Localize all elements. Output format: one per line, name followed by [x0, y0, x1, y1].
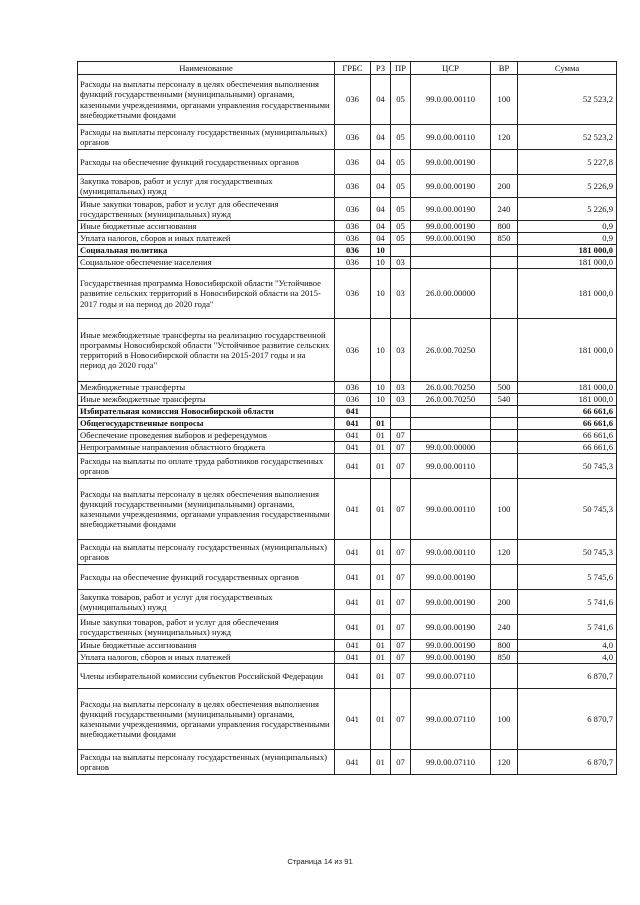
cell-name: Закупка товаров, работ и услуг для государственных (муниципальных) нужд: [78, 175, 335, 198]
cell-name: Расходы на выплаты по оплате труда работников государственных органов: [78, 454, 335, 479]
cell-name: Избирательная комиссия Новосибирской области: [78, 406, 335, 418]
table-row: [78, 198, 617, 221]
cell-vr: 200: [491, 175, 518, 198]
cell-csr: [411, 406, 491, 418]
table-row: [78, 406, 617, 418]
cell-rz: 10: [371, 382, 391, 394]
cell-rz: 01: [371, 565, 391, 590]
page-number: Страница 14 из 91: [287, 857, 353, 866]
cell-vr: 100: [491, 479, 518, 540]
cell-grbs: 036: [335, 269, 371, 319]
cell-csr: [411, 418, 491, 430]
cell-csr: 99.0.00.00190: [411, 652, 491, 664]
cell-name: Общегосударственные вопросы: [78, 418, 335, 430]
cell-sum: 50 745,3: [518, 540, 617, 565]
cell-name: Межбюджетные трансферты: [78, 382, 335, 394]
cell-vr: [491, 319, 518, 382]
header-sum: Сумма: [518, 62, 617, 75]
table-row: [78, 615, 617, 640]
cell-grbs: 041: [335, 664, 371, 689]
cell-rz: 04: [371, 175, 391, 198]
table-row: [78, 640, 617, 652]
cell-csr: 99.0.00.00190: [411, 590, 491, 615]
cell-name: Расходы на выплаты персоналу государственных (муниципальных) органов: [78, 750, 335, 775]
cell-vr: [491, 442, 518, 454]
cell-sum: 52 523,2: [518, 125, 617, 150]
cell-sum: 66 661,6: [518, 442, 617, 454]
cell-vr: [491, 257, 518, 269]
cell-rz: 10: [371, 269, 391, 319]
cell-csr: 99.0.00.00110: [411, 75, 491, 125]
cell-rz: 10: [371, 319, 391, 382]
table-row: [78, 382, 617, 394]
cell-grbs: 036: [335, 319, 371, 382]
cell-grbs: 036: [335, 221, 371, 233]
budget-table: [77, 61, 617, 775]
table-row: [78, 150, 617, 175]
cell-csr: 99.0.00.00000: [411, 442, 491, 454]
cell-csr: 99.0.00.07110: [411, 664, 491, 689]
cell-vr: 240: [491, 198, 518, 221]
cell-name: Социальное обеспечение населения: [78, 257, 335, 269]
cell-sum: 181 000,0: [518, 257, 617, 269]
cell-grbs: 036: [335, 125, 371, 150]
cell-csr: 99.0.00.00110: [411, 479, 491, 540]
cell-vr: [491, 430, 518, 442]
cell-rz: 01: [371, 479, 391, 540]
cell-grbs: 041: [335, 430, 371, 442]
cell-rz: 01: [371, 442, 391, 454]
budget-table-container: [77, 61, 616, 775]
cell-pr: 07: [391, 565, 411, 590]
cell-rz: 10: [371, 245, 391, 257]
cell-pr: 05: [391, 198, 411, 221]
cell-sum: 181 000,0: [518, 269, 617, 319]
cell-csr: 99.0.00.00190: [411, 640, 491, 652]
cell-csr: 26.0.00.00000: [411, 269, 491, 319]
cell-grbs: 041: [335, 442, 371, 454]
cell-pr: 03: [391, 319, 411, 382]
cell-name: Расходы на выплаты персоналу государственных (муниципальных) органов: [78, 540, 335, 565]
cell-vr: 100: [491, 75, 518, 125]
cell-pr: [391, 406, 411, 418]
cell-name: Закупка товаров, работ и услуг для государственных (муниципальных) нужд: [78, 590, 335, 615]
cell-pr: 05: [391, 75, 411, 125]
cell-pr: 03: [391, 382, 411, 394]
cell-csr: [411, 257, 491, 269]
cell-csr: 99.0.00.00110: [411, 454, 491, 479]
cell-pr: 03: [391, 269, 411, 319]
header-vr: ВР: [491, 62, 518, 75]
cell-csr: 99.0.00.00190: [411, 233, 491, 245]
table-row: [78, 245, 617, 257]
cell-rz: 01: [371, 689, 391, 750]
table-row: [78, 689, 617, 750]
table-row: [78, 394, 617, 406]
cell-pr: 07: [391, 540, 411, 565]
cell-grbs: 036: [335, 257, 371, 269]
cell-rz: 04: [371, 125, 391, 150]
cell-sum: 5 227,8: [518, 150, 617, 175]
cell-csr: 99.0.00.00190: [411, 175, 491, 198]
cell-rz: 04: [371, 75, 391, 125]
cell-grbs: 041: [335, 418, 371, 430]
cell-csr: 99.0.00.00190: [411, 221, 491, 233]
cell-name: Иные бюджетные ассигнования: [78, 221, 335, 233]
cell-rz: 01: [371, 418, 391, 430]
cell-vr: [491, 269, 518, 319]
table-row: [78, 257, 617, 269]
cell-vr: 800: [491, 640, 518, 652]
cell-sum: 0,9: [518, 221, 617, 233]
cell-name: Иные межбюджетные трансферты на реализацию государственной программы Новосибирской области "Устойчивое развитие сельских территорий в Новосибирской области на 2015-2017 годы и на период до 2020 года": [78, 319, 335, 382]
cell-grbs: 036: [335, 198, 371, 221]
table-row: [78, 319, 617, 382]
cell-pr: [391, 418, 411, 430]
cell-sum: 181 000,0: [518, 394, 617, 406]
cell-grbs: 036: [335, 382, 371, 394]
cell-sum: 5 741,6: [518, 615, 617, 640]
cell-rz: 01: [371, 640, 391, 652]
cell-rz: 01: [371, 615, 391, 640]
cell-csr: 99.0.00.00190: [411, 198, 491, 221]
cell-sum: 6 870,7: [518, 689, 617, 750]
cell-rz: 04: [371, 221, 391, 233]
cell-pr: 07: [391, 664, 411, 689]
cell-grbs: 036: [335, 233, 371, 245]
cell-pr: 07: [391, 479, 411, 540]
cell-grbs: 041: [335, 454, 371, 479]
cell-name: Государственная программа Новосибирской области "Устойчивое развитие сельских территорий в Новосибирской области на 2015-2017 годы и на период до 2020 года": [78, 269, 335, 319]
cell-csr: 99.0.00.00110: [411, 540, 491, 565]
cell-grbs: 041: [335, 565, 371, 590]
cell-name: Уплата налогов, сборов и иных платежей: [78, 652, 335, 664]
cell-csr: 99.0.00.00110: [411, 125, 491, 150]
table-header-row: [78, 62, 617, 75]
cell-vr: 200: [491, 590, 518, 615]
header-rz: РЗ: [371, 62, 391, 75]
cell-vr: [491, 406, 518, 418]
cell-name: Иные бюджетные ассигнования: [78, 640, 335, 652]
cell-rz: 01: [371, 750, 391, 775]
table-row: [78, 652, 617, 664]
cell-pr: 07: [391, 750, 411, 775]
cell-sum: 4,0: [518, 640, 617, 652]
cell-vr: 850: [491, 652, 518, 664]
cell-name: Расходы на выплаты персоналу государственных (муниципальных) органов: [78, 125, 335, 150]
cell-sum: 5 226,9: [518, 175, 617, 198]
table-row: [78, 454, 617, 479]
cell-sum: 66 661,6: [518, 406, 617, 418]
header-name: Наименование: [78, 62, 335, 75]
cell-name: Обеспечение проведения выборов и референдумов: [78, 430, 335, 442]
cell-sum: 6 870,7: [518, 664, 617, 689]
cell-sum: 181 000,0: [518, 319, 617, 382]
cell-csr: 99.0.00.07110: [411, 750, 491, 775]
cell-sum: 66 661,6: [518, 430, 617, 442]
cell-name: Члены избирательной комиссии субъектов Российской Федерации: [78, 664, 335, 689]
cell-sum: 181 000,0: [518, 382, 617, 394]
cell-grbs: 041: [335, 406, 371, 418]
cell-csr: [411, 430, 491, 442]
cell-pr: 07: [391, 590, 411, 615]
table-row: [78, 418, 617, 430]
cell-pr: 07: [391, 652, 411, 664]
cell-pr: 05: [391, 125, 411, 150]
cell-name: Иные закупки товаров, работ и услуг для обеспечения государственных (муниципальных) нужд: [78, 198, 335, 221]
cell-grbs: 036: [335, 150, 371, 175]
cell-sum: 4,0: [518, 652, 617, 664]
cell-name: Расходы на обеспечение функций государственных органов: [78, 150, 335, 175]
cell-name: Расходы на обеспечение функций государственных органов: [78, 565, 335, 590]
cell-pr: 07: [391, 442, 411, 454]
cell-sum: 6 870,7: [518, 750, 617, 775]
cell-sum: 50 745,3: [518, 454, 617, 479]
cell-csr: 99.0.00.00190: [411, 615, 491, 640]
cell-grbs: 041: [335, 750, 371, 775]
cell-grbs: 041: [335, 590, 371, 615]
table-row: [78, 269, 617, 319]
cell-name: Расходы на выплаты персоналу в целях обеспечения выполнения функций государственными (муниципальными) органами, казенными учреждениями, органами управления государственными внебюджетными фондами: [78, 479, 335, 540]
cell-grbs: 036: [335, 394, 371, 406]
cell-vr: [491, 664, 518, 689]
cell-rz: 01: [371, 590, 391, 615]
cell-pr: 03: [391, 394, 411, 406]
cell-grbs: 041: [335, 615, 371, 640]
table-row: [78, 565, 617, 590]
cell-sum: 5 745,6: [518, 565, 617, 590]
cell-sum: 50 745,3: [518, 479, 617, 540]
cell-csr: 99.0.00.07110: [411, 689, 491, 750]
table-row: [78, 442, 617, 454]
cell-vr: [491, 245, 518, 257]
header-csr: ЦСР: [411, 62, 491, 75]
cell-name: Иные межбюджетные трансферты: [78, 394, 335, 406]
cell-pr: 07: [391, 430, 411, 442]
cell-rz: 01: [371, 430, 391, 442]
table-row: [78, 125, 617, 150]
cell-pr: 07: [391, 689, 411, 750]
table-row: [78, 540, 617, 565]
cell-vr: 540: [491, 394, 518, 406]
cell-vr: 120: [491, 540, 518, 565]
table-row: [78, 175, 617, 198]
cell-sum: 181 000,0: [518, 245, 617, 257]
cell-sum: 66 661,6: [518, 418, 617, 430]
cell-name: Непрограммные направления областного бюджета: [78, 442, 335, 454]
cell-vr: 100: [491, 689, 518, 750]
cell-rz: 01: [371, 652, 391, 664]
cell-csr: 26.0.00.70250: [411, 394, 491, 406]
cell-csr: 99.0.00.00190: [411, 150, 491, 175]
header-grbs: ГРБС: [335, 62, 371, 75]
cell-vr: [491, 565, 518, 590]
cell-vr: 120: [491, 750, 518, 775]
cell-vr: 120: [491, 125, 518, 150]
cell-vr: 850: [491, 233, 518, 245]
cell-name: Расходы на выплаты персоналу в целях обеспечения выполнения функций государственными (муниципальными) органами, казенными учреждениями, органами управления государственными внебюджетными фондами: [78, 75, 335, 125]
cell-sum: 5 741,6: [518, 590, 617, 615]
cell-vr: 800: [491, 221, 518, 233]
cell-vr: [491, 150, 518, 175]
cell-sum: 5 226,9: [518, 198, 617, 221]
cell-pr: 05: [391, 150, 411, 175]
table-row: [78, 664, 617, 689]
cell-grbs: 041: [335, 652, 371, 664]
cell-pr: 03: [391, 257, 411, 269]
cell-pr: 07: [391, 615, 411, 640]
table-row: [78, 233, 617, 245]
cell-grbs: 036: [335, 175, 371, 198]
cell-pr: 05: [391, 175, 411, 198]
cell-sum: 52 523,2: [518, 75, 617, 125]
cell-csr: 99.0.00.00190: [411, 565, 491, 590]
header-pr: ПР: [391, 62, 411, 75]
cell-rz: 04: [371, 150, 391, 175]
cell-grbs: 041: [335, 689, 371, 750]
table-body: [78, 75, 617, 775]
cell-name: Уплата налогов, сборов и иных платежей: [78, 233, 335, 245]
cell-grbs: 036: [335, 245, 371, 257]
cell-grbs: 041: [335, 479, 371, 540]
cell-csr: 26.0.00.70250: [411, 319, 491, 382]
cell-csr: 26.0.00.70250: [411, 382, 491, 394]
cell-rz: 04: [371, 198, 391, 221]
cell-grbs: 036: [335, 75, 371, 125]
cell-vr: 240: [491, 615, 518, 640]
table-row: [78, 221, 617, 233]
cell-rz: 10: [371, 257, 391, 269]
cell-pr: [391, 245, 411, 257]
cell-grbs: 041: [335, 540, 371, 565]
cell-rz: 01: [371, 540, 391, 565]
cell-grbs: 041: [335, 640, 371, 652]
cell-pr: 07: [391, 640, 411, 652]
table-row: [78, 590, 617, 615]
cell-vr: [491, 418, 518, 430]
cell-rz: 10: [371, 394, 391, 406]
cell-pr: 07: [391, 454, 411, 479]
table-row: [78, 75, 617, 125]
cell-vr: [491, 454, 518, 479]
cell-rz: 01: [371, 664, 391, 689]
cell-pr: 05: [391, 221, 411, 233]
table-row: [78, 430, 617, 442]
cell-csr: [411, 245, 491, 257]
table-row: [78, 479, 617, 540]
cell-vr: 500: [491, 382, 518, 394]
cell-name: Иные закупки товаров, работ и услуг для обеспечения государственных (муниципальных) нужд: [78, 615, 335, 640]
cell-rz: 01: [371, 454, 391, 479]
cell-rz: 04: [371, 233, 391, 245]
cell-name: Расходы на выплаты персоналу в целях обеспечения выполнения функций государственными (муниципальными) органами, казенными учреждениями, органами управления государственными внебюджетными фондами: [78, 689, 335, 750]
cell-sum: 0,9: [518, 233, 617, 245]
cell-pr: 05: [391, 233, 411, 245]
table-row: [78, 750, 617, 775]
cell-rz: [371, 406, 391, 418]
cell-name: Социальная политика: [78, 245, 335, 257]
